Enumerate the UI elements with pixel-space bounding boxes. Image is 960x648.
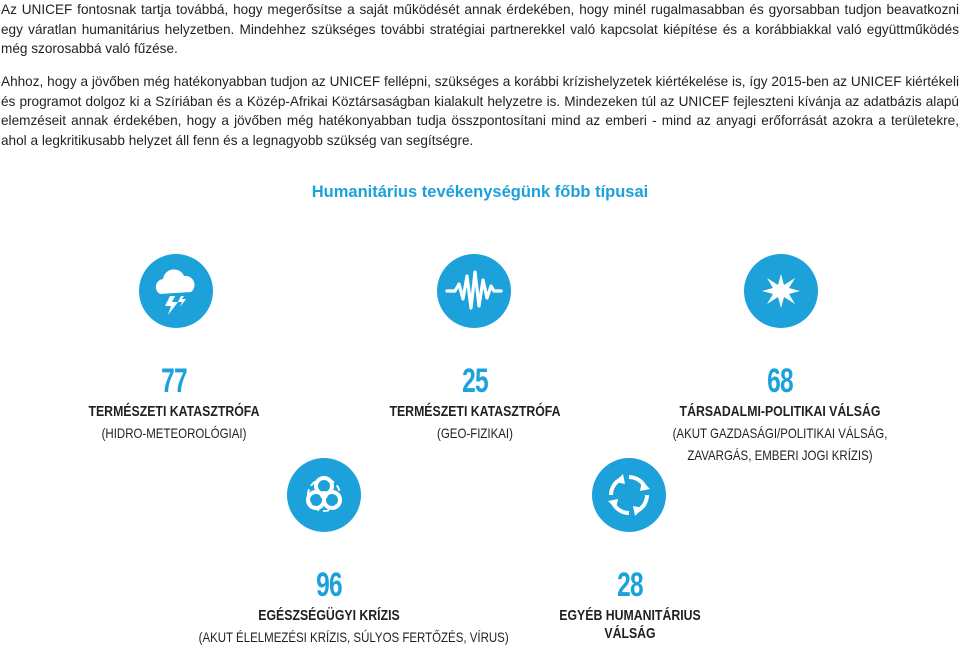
stat-title: EGYÉB HUMANITÁRIUS: [559, 607, 701, 624]
section-title: Humanitárius tevékenységünk főbb típusai: [311, 183, 649, 201]
stat-number: 68: [767, 362, 793, 400]
stat-number: 28: [617, 566, 643, 604]
stat-number: 77: [161, 362, 187, 400]
stat-number: 25: [462, 362, 488, 400]
stat-title: VÁLSÁG: [604, 625, 656, 642]
biohazard-icon: [287, 458, 361, 532]
intro-paragraph-2: Ahhoz, hogy a jövőben még hatékonyabban tudjon az UNICEF fellépni, szükséges a korábbi krízishelyzetek kiértékelése is, így 2015-ben az UNICEF kiértékeli és programot dolgoz ki a Szíriában és a Közép-Afrikai Köztársaságban kialakult helyzetre is. Mindezeken túl az UNICEF fejleszteni kívánja az adatbázis alapú elemzéseit annak érdekében, hogy a jövőben még hatékonyabban tudja összpontosítani mind az emberi - mind az anyagi erőforrását azokra a területekre, ahol a legkritikusabb helyzet áll fenn és a legnagyobb szükség van segítségre.: [1, 74, 959, 148]
stat-health-crisis: [170, 566, 509, 648]
cycle-arrows-icon: [592, 458, 666, 532]
intro-paragraph-1: Az UNICEF fontosnak tartja továbbá, hogy megerősítse a saját működését annak érdekében, hogy minél rugalmasabban és gyorsabban tudjon beavatkozni egy váratlan humanitárius helyzetben. Mindehhez szükséges további stratégiai partnerekkel való kapcsolat kiépítése és a korábbiakkal való együttműködés még szorosabbá való fűzése.: [1, 2, 959, 57]
stat-subtitle: ZAVARGÁS, EMBERI JOGI KRÍZIS): [687, 447, 873, 463]
stat-other-crisis: [520, 568, 740, 644]
storm-icon: [139, 254, 213, 328]
seismic-wave-icon: [437, 254, 511, 328]
stat-subtitle: (AKUT GAZDASÁGI/POLITIKAI VÁLSÁG,: [672, 425, 888, 441]
stat-title: TERMÉSZETI KATASZTRÓFA: [88, 403, 260, 420]
stat-subtitle: (HIDRO-METEOROLÓGIAI): [101, 425, 247, 441]
stat-title: EGÉSZSÉGÜGYI KRÍZIS: [258, 607, 400, 624]
stat-natural-geo: [357, 364, 593, 444]
stat-title: TERMÉSZETI KATASZTRÓFA: [389, 403, 561, 420]
stat-natural-hydro: [56, 364, 292, 444]
explosion-icon: [744, 254, 818, 328]
stat-subtitle: (GEO-FIZIKAI): [437, 425, 513, 441]
stat-title: TÁRSADALMI-POLITIKAI VÁLSÁG: [679, 403, 881, 420]
stat-subtitle: (AKUT ÉLELMEZÉSI KRÍZIS, SÚLYOS FERTŐZÉS, VÍRUS): [198, 629, 509, 645]
stat-socio-political: [640, 364, 920, 466]
stat-number: 96: [316, 566, 342, 604]
